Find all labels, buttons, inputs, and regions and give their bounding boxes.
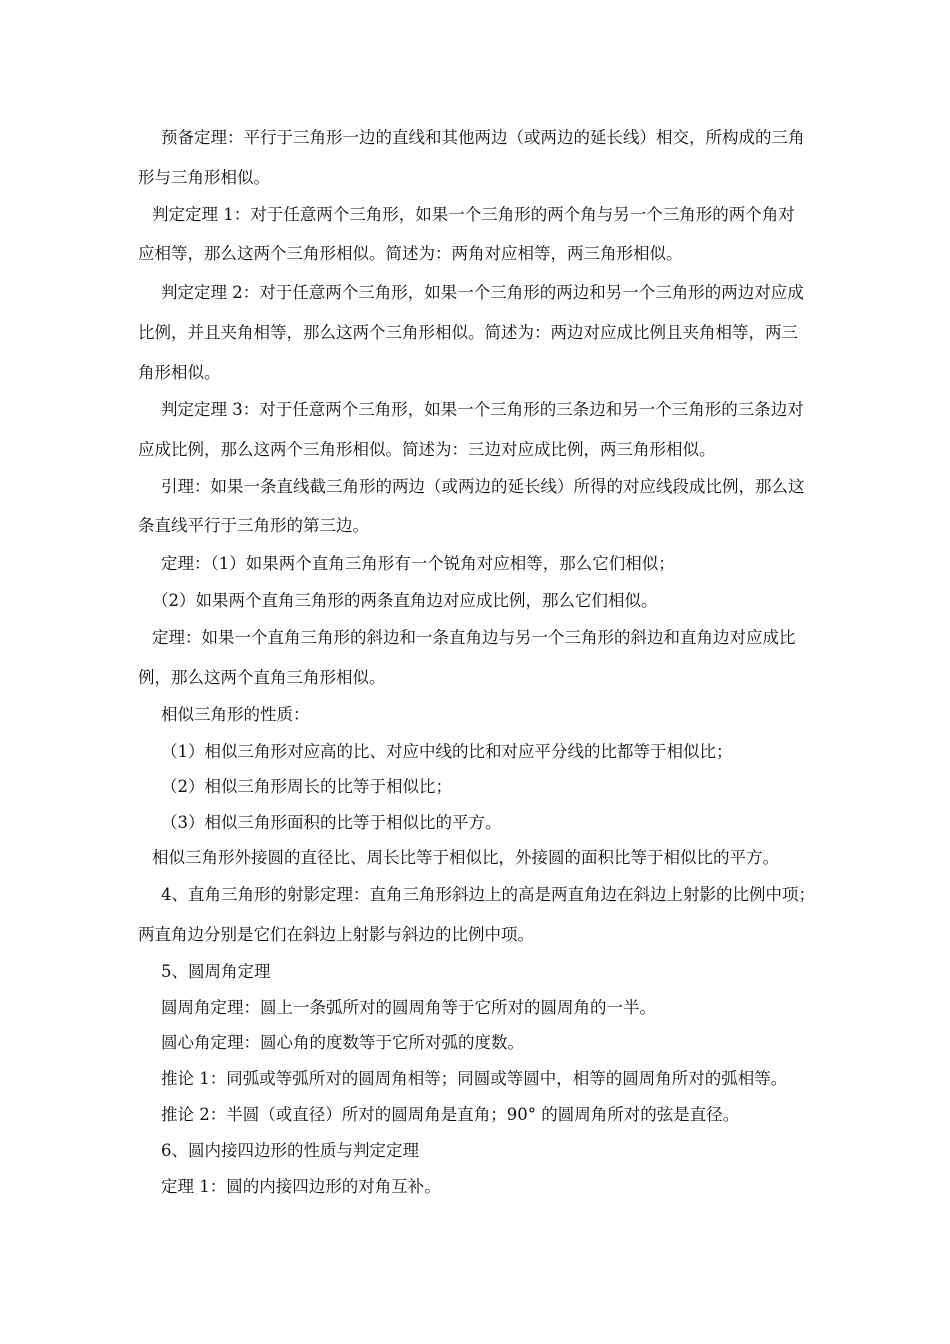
text-line-23: 5、圆周角定理 xyxy=(161,962,271,981)
text-line-25: 圆心角定理：圆心角的度数等于它所对弧的度数。 xyxy=(161,1033,524,1052)
text-line-17: （1）相似三角形对应高的比、对应中线的比和对应平分线的比都等于相似比； xyxy=(161,742,733,761)
text-line-14: 定理：如果一个直角三角形的斜边和一条直角边与另一个三角形的斜边和直角边对应成比 xyxy=(152,628,796,647)
text-line-15: 例，那么这两个直角三角形相似。 xyxy=(138,668,386,687)
text-line-5: 判定定理 2：对于任意两个三角形，如果一个三角形的两边和另一个三角形的两边对应成 xyxy=(161,283,804,302)
text-line-13: （2）如果两个直角三角形的两条直角边对应成比例，那么它们相似。 xyxy=(152,591,658,610)
text-line-1: 预备定理：平行于三角形一边的直线和其他两边（或两边的延长线）相交，所构成的三角 xyxy=(161,128,805,147)
text-line-11: 条直线平行于三角形的第三边。 xyxy=(138,516,369,535)
text-line-9: 应成比例，那么这两个三角形相似。简述为：三边对应成比例，两三角形相似。 xyxy=(138,440,716,459)
text-line-7: 角形相似。 xyxy=(138,363,221,382)
text-line-20: 相似三角形外接圆的直径比、周长比等于相似比，外接圆的面积比等于相似比的平方。 xyxy=(152,848,779,867)
text-line-8: 判定定理 3：对于任意两个三角形，如果一个三角形的三条边和另一个三角形的三条边对 xyxy=(161,400,804,419)
text-line-16: 相似三角形的性质： xyxy=(161,705,310,724)
text-line-18: （2）相似三角形周长的比等于相似比； xyxy=(161,777,452,796)
text-line-6: 比例，并且夹角相等，那么这两个三角形相似。简述为：两边对应成比例且夹角相等，两三 xyxy=(138,323,798,342)
text-line-26: 推论 1：同弧或等弧所对的圆周角相等；同圆或等圆中，相等的圆周角所对的弧相等。 xyxy=(161,1069,788,1088)
text-line-22: 两直角边分别是它们在斜边上射影与斜边的比例中项。 xyxy=(138,925,534,944)
text-line-12: 定理：（1）如果两个直角三角形有一个锐角对应相等，那么它们相似； xyxy=(161,554,675,573)
text-line-2: 形与三角形相似。 xyxy=(138,168,270,187)
text-line-29: 定理 1：圆的内接四边形的对角互补。 xyxy=(161,1177,441,1196)
text-line-10: 引理：如果一条直线截三角形的两边（或两边的延长线）所得的对应线段成比例，那么这 xyxy=(161,477,805,496)
text-line-27: 推论 2：半圆（或直径）所对的圆周角是直角；90° 的圆周角所对的弦是直径。 xyxy=(161,1105,740,1124)
text-line-4: 应相等，那么这两个三角形相似。简述为：两角对应相等，两三角形相似。 xyxy=(138,244,683,263)
text-line-28: 6、圆内接四边形的性质与判定定理 xyxy=(161,1141,419,1160)
text-line-19: （3）相似三角形面积的比等于相似比的平方。 xyxy=(161,813,502,832)
text-line-3: 判定定理 1：对于任意两个三角形，如果一个三角形的两个角与另一个三角形的两个角对 xyxy=(152,205,795,224)
text-line-21: 4、直角三角形的射影定理：直角三角形斜边上的高是两直角边在斜边上射影的比例中项； xyxy=(161,885,815,904)
text-line-24: 圆周角定理：圆上一条弧所对的圆周角等于它所对的圆周角的一半。 xyxy=(161,998,656,1017)
